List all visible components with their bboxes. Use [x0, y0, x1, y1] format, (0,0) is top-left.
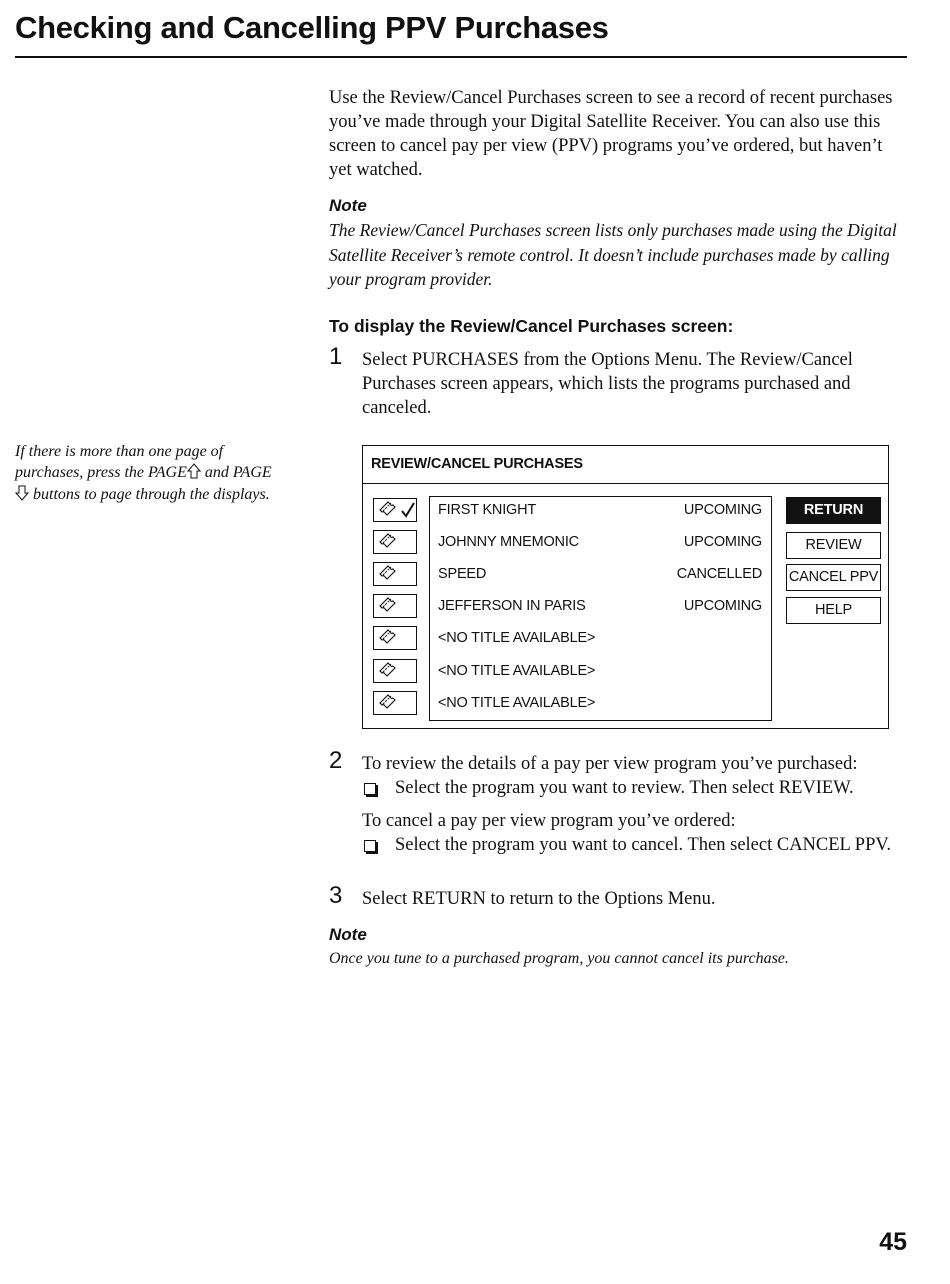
step-2 — [329, 747, 909, 857]
bullet-item — [362, 833, 909, 857]
step-1 — [329, 343, 909, 420]
step-text: Select PURCHASES from the Options Menu. The Review/Cancel Purchases screen appears, which lists the programs purchased and canceled. — [362, 350, 853, 418]
page-down-arrow-icon — [15, 485, 29, 508]
program-title: <NO TITLE AVAILABLE> — [438, 663, 596, 679]
ticket-icon[interactable] — [373, 691, 417, 715]
review-button[interactable]: REVIEW — [786, 532, 881, 559]
final-note — [329, 923, 909, 972]
return-button[interactable]: RETURN — [786, 497, 881, 524]
ticket-icon[interactable] — [373, 594, 417, 618]
page-up-arrow-icon — [187, 463, 201, 486]
step-text: Select RETURN to return to the Options Menu. — [362, 889, 716, 909]
screen-title: REVIEW/CANCEL PURCHASES — [371, 456, 583, 472]
page-number: 45 — [879, 1228, 907, 1256]
main-content — [329, 86, 909, 338]
bullet-text: Select the program you want to cancel. Then select CANCEL PPV. — [395, 835, 891, 855]
ticket-icon[interactable] — [373, 659, 417, 683]
step-number: 1 — [329, 343, 343, 370]
checkbox-bullet-icon — [364, 783, 376, 795]
purchase-status: UPCOMING — [683, 534, 762, 550]
note-text: The Review/Cancel Purchases screen lists only purchases made using the Digital Satellite Receiver’s remote control. It doesn’t include purchases made by calling your program provider. — [329, 220, 897, 289]
ticket-icon[interactable] — [373, 562, 417, 586]
section-heading: To display the Review/Cancel Purchases screen: — [329, 315, 734, 336]
program-title: <NO TITLE AVAILABLE> — [438, 630, 596, 646]
step-number: 2 — [329, 747, 343, 774]
ticket-icon[interactable] — [373, 498, 417, 522]
program-title: JEFFERSON IN PARIS — [438, 598, 586, 614]
ticket-icon[interactable] — [373, 626, 417, 650]
purchases-list — [429, 496, 772, 721]
margin-note-text-1: If there is more than one page of purchases, press the PAGE — [15, 443, 224, 481]
note-text: Once you tune to a purchased program, you cannot cancel its purchase. — [329, 950, 789, 967]
step-3 — [329, 882, 909, 911]
program-title: SPEED — [438, 566, 487, 582]
bullet-item — [362, 776, 909, 800]
cancel-ppv-button[interactable]: CANCEL PPV — [786, 564, 881, 591]
step-number: 3 — [329, 882, 343, 909]
margin-note-text-3: buttons to page through the displays. — [29, 486, 270, 503]
page-title: Checking and Cancelling PPV Purchases — [15, 10, 609, 45]
program-title: JOHNNY MNEMONIC — [438, 534, 579, 550]
purchase-status: UPCOMING — [683, 598, 762, 614]
intro-paragraph: Use the Review/Cancel Purchases screen to see a record of recent purchases you’ve made through your Digital Satellite Receiver. You can also use this screen to cancel pay per view (PPV) programs you’ve ordered, but haven’t yet watched. — [329, 88, 893, 180]
title-rule — [15, 56, 907, 58]
help-button[interactable]: HELP — [786, 597, 881, 624]
program-title: <NO TITLE AVAILABLE> — [438, 695, 596, 711]
ticket-icon[interactable] — [373, 530, 417, 554]
screen-divider — [363, 483, 888, 484]
checkbox-bullet-icon — [364, 840, 376, 852]
purchase-status: UPCOMING — [683, 502, 762, 518]
bullet-text: Select the program you want to review. Then select REVIEW. — [395, 778, 854, 798]
step-text: To review the details of a pay per view program you’ve purchased: — [362, 754, 858, 774]
note-label: Note — [329, 925, 367, 944]
purchase-status: CANCELLED — [676, 566, 762, 582]
margin-note — [15, 442, 277, 508]
review-cancel-purchases-screen — [362, 445, 889, 729]
step-subtext: To cancel a pay per view program you’ve ordered: — [362, 811, 736, 831]
program-title: FIRST KNIGHT — [438, 502, 537, 518]
note-label: Note — [329, 196, 367, 215]
margin-note-text-2: and PAGE — [200, 463, 272, 481]
